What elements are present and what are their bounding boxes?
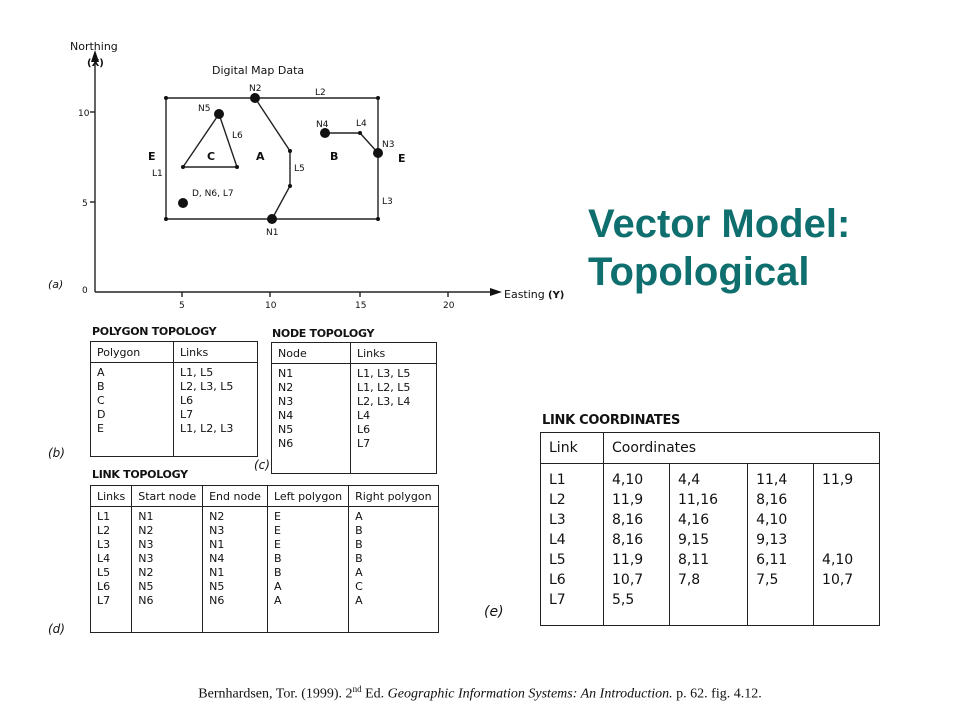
table-header-row [91,342,258,363]
x-tick-20: 20 [443,301,455,311]
col-end-node: N2 N3 N1 N4 N1 N5 N6 [203,507,268,633]
citation-pages: p. 62. fig. 4.12. [672,686,762,702]
x-tick-15: 15 [355,301,367,311]
x-axis-label: Easting [504,288,545,301]
panel-label-d: (d) [48,622,65,636]
node-n5 [214,109,224,119]
header-links: Links [91,486,132,507]
slide-title-line2: Topological [588,250,810,294]
table-body-row [91,363,258,457]
col-link: L1 L2 L3 L4 L5 L6 L7 [541,464,604,626]
x-axis-var: (Y) [548,290,565,301]
y-axis-label: Northing [70,40,118,53]
label-l1: L1 [152,169,163,179]
header-end-node: End node [203,486,268,507]
label-l2: L2 [315,88,326,98]
col-coord-3: 11,4 8,16 4,10 9,13 6,11 7,5 [748,464,814,626]
header-polygon: Polygon [91,342,174,363]
header-left-polygon: Left polygon [267,486,348,507]
link-topology-title: LINK TOPOLOGY [92,468,188,481]
col-node: N1 N2 N3 N4 N5 N6 [272,364,351,474]
map-title: Digital Map Data [212,64,305,77]
citation-book: Geographic Information Systems: An Introduction. [387,686,673,702]
y-tick-0: 0 [82,286,88,296]
header-links: Links [351,343,437,364]
col-coord-1: 4,10 11,9 8,16 8,16 11,9 10,7 5,5 [604,464,670,626]
citation-edition: Ed. [361,686,388,702]
node-n1 [267,214,277,224]
label-poly-c: C [207,150,216,163]
label-l3: L3 [382,197,393,207]
link-topology-table [90,485,439,633]
label-d-node: D, N6, L7 [192,189,234,199]
label-n5: N5 [198,104,211,114]
header-links: Links [174,342,258,363]
polygon-topology-title: POLYGON TOPOLOGY [92,325,217,338]
link-coordinates-table [540,432,880,626]
y-axis-var: (X) [87,58,104,69]
node-n2 [250,93,260,103]
col-coord-4: 11,9 4,10 10,7 [822,472,854,588]
label-n4: N4 [316,120,329,130]
table-header-row [272,343,437,364]
node-n6 [178,198,188,208]
table-body-row [541,464,880,626]
y-tick-5: 5 [82,199,88,209]
label-n1: N1 [266,228,279,238]
table-body-row [91,507,439,633]
label-l5: L5 [294,164,305,174]
slide-title [588,200,948,296]
col-links: L1 L2 L3 L4 L5 L6 L7 [91,507,132,633]
col-coord-2: 4,4 11,16 4,16 9,15 8,11 7,8 [669,464,747,626]
digital-map-diagram [40,36,565,316]
col-links: L1, L3, L5 L1, L2, L5 L2, L3, L4 L4 L6 L7 [357,367,411,450]
x-tick-10: 10 [265,301,277,311]
panel-label-c: (c) [254,458,270,472]
header-right-polygon: Right polygon [349,486,438,507]
label-poly-b: B [330,150,339,163]
y-tick-10: 10 [78,109,90,119]
label-n3: N3 [382,140,395,150]
header-coordinates: Coordinates [604,433,880,464]
label-poly-e-left: E [148,150,156,163]
col-start-node: N1 N2 N3 N3 N2 N5 N6 [132,507,203,633]
label-poly-e-right: E [398,152,406,165]
node-topology-title: NODE TOPOLOGY [272,327,375,340]
citation-author: Bernhardsen, Tor. (1999). 2 [198,686,353,702]
col-right-polygon: A B B B A C A [355,510,363,607]
label-l6: L6 [232,131,243,141]
table-header-row [541,433,880,464]
col-polygon: A B C D E [91,363,174,457]
label-l4: L4 [356,119,367,129]
col-left-polygon: E E E B B A A [267,507,348,633]
link-l3 [272,153,378,219]
label-poly-a: A [256,150,265,163]
citation-sup: nd [352,684,362,694]
polygon-topology-table [90,341,258,457]
col-links: L1, L5 L2, L3, L5 L6 L7 L1, L2, L3 [180,366,234,435]
citation [0,684,960,703]
table-header-row [91,486,439,507]
table-body-row [272,364,437,474]
slide-title-line1: Vector Model: [588,202,851,246]
header-node: Node [272,343,351,364]
panel-label-e: (e) [484,604,504,620]
link-coordinates-title: LINK COORDINATES [542,413,681,428]
panel-label-b: (b) [48,446,65,460]
node-topology-table [271,342,437,474]
x-tick-5: 5 [179,301,185,311]
header-start-node: Start node [132,486,203,507]
label-n2: N2 [249,84,262,94]
panel-label-a: (a) [48,278,64,291]
header-link: Link [541,433,604,464]
